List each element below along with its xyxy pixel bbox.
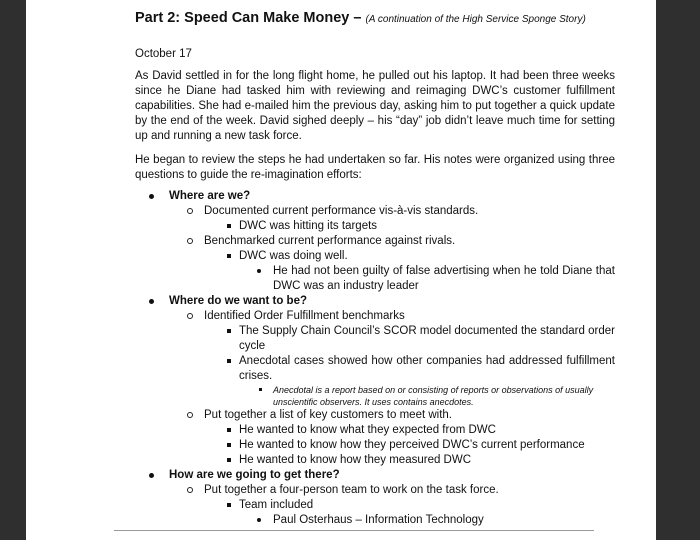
- bullet-circle-icon: [187, 208, 193, 214]
- list-item: [135, 219, 615, 234]
- outline-list: [135, 189, 615, 528]
- title-subtitle: (A continuation of the High Service Sponge Story): [365, 14, 586, 25]
- document-content: [135, 10, 615, 528]
- list-item: [135, 438, 615, 453]
- footnote-text: Anecdotal is a report based on or consisting of reports or observations of usually unscientific observers. It uses contains anecdotes.: [273, 385, 594, 407]
- list-item: [135, 453, 615, 468]
- question-heading: Where are we?: [169, 190, 251, 202]
- bullet-dot-icon: [257, 269, 261, 273]
- list-item: [135, 249, 615, 264]
- list-item: [135, 513, 615, 528]
- bullet-square-icon: [227, 254, 231, 258]
- list-item-text: He wanted to know how they perceived DWC’s current performance: [239, 439, 585, 451]
- list-item: [135, 309, 615, 324]
- bullet-dot-icon: [257, 518, 261, 522]
- bullet-circle-icon: [187, 487, 193, 493]
- bullet-dot-icon: [149, 299, 154, 304]
- bullet-square-icon: [227, 329, 231, 333]
- document-page: [26, 0, 656, 540]
- list-item-text: Documented current performance vis-à-vis standards.: [204, 205, 479, 217]
- list-item-text: Benchmarked current performance against rivals.: [204, 235, 456, 247]
- list-item-text: He wanted to know how they measured DWC: [239, 454, 472, 466]
- bullet-circle-icon: [187, 313, 193, 319]
- list-item: [135, 483, 615, 498]
- question-heading: Where do we want to be?: [169, 295, 308, 307]
- bullet-square-icon: [227, 359, 231, 363]
- list-item-text: DWC was doing well.: [239, 250, 348, 262]
- bullet-square-icon: [227, 224, 231, 228]
- list-item: [135, 468, 615, 483]
- bullet-circle-icon: [187, 238, 193, 244]
- list-item: [135, 204, 615, 219]
- bullet-square-icon: [227, 443, 231, 447]
- document-title: [135, 10, 615, 26]
- bullet-square-icon: [227, 428, 231, 432]
- list-item: [135, 384, 615, 408]
- bullet-dot-icon: [149, 473, 154, 478]
- list-item-text: Identified Order Fulfillment benchmarks: [204, 310, 405, 322]
- list-item-text: Put together a four-person team to work on the task force.: [204, 484, 499, 496]
- list-item-text: The Supply Chain Council’s SCOR model documented the standard order cycle: [239, 325, 615, 352]
- list-item: [135, 234, 615, 249]
- list-item: [135, 189, 615, 204]
- list-item-text: He had not been guilty of false advertising when he told Diane that DWC was an industry leader: [273, 265, 615, 292]
- list-item-text: DWC was hitting its targets: [239, 220, 378, 232]
- list-item-text: He wanted to know what they expected from DWC: [239, 424, 496, 436]
- page-bottom-divider: [114, 530, 594, 531]
- right-margin-bar: [656, 0, 700, 540]
- bullet-dot-icon: [149, 194, 154, 199]
- list-item: [135, 324, 615, 354]
- question-heading: How are we going to get there?: [169, 469, 340, 481]
- list-item-text: Team included: [239, 499, 314, 511]
- list-item: [135, 423, 615, 438]
- list-item-text: Put together a list of key customers to meet with.: [204, 409, 452, 421]
- paragraph-steps: He began to review the steps he had undertaken so far. His notes were organized using three questions to guide the re-imagination efforts:: [135, 154, 615, 181]
- bullet-square-icon: [259, 388, 262, 391]
- list-item: [135, 264, 615, 294]
- title-main: Part 2: Speed Can Make Money –: [135, 10, 362, 26]
- bullet-square-icon: [227, 503, 231, 507]
- list-item-text: Anecdotal cases showed how other companies had addressed fulfillment crises.: [239, 355, 615, 382]
- list-item-text: Paul Osterhaus – Information Technology: [273, 514, 484, 526]
- paragraph-intro: As David settled in for the long flight home, he pulled out his laptop. It had been three weeks since he Diane had tasked him with reviewing and reimaging DWC’s customer fulfillment capabilities. She had e-mailed him the previous day, asking him to put together a quick update by the end of the week. David sighed deeply – his “day” job didn’t leave much time for setting up and running a new task force.: [135, 70, 615, 142]
- left-margin-bar: [0, 0, 26, 540]
- bullet-square-icon: [227, 458, 231, 462]
- list-item: [135, 354, 615, 384]
- list-item: [135, 408, 615, 423]
- entry-date: October 17: [135, 48, 192, 60]
- bullet-circle-icon: [187, 412, 193, 418]
- list-item: [135, 498, 615, 513]
- list-item: [135, 294, 615, 309]
